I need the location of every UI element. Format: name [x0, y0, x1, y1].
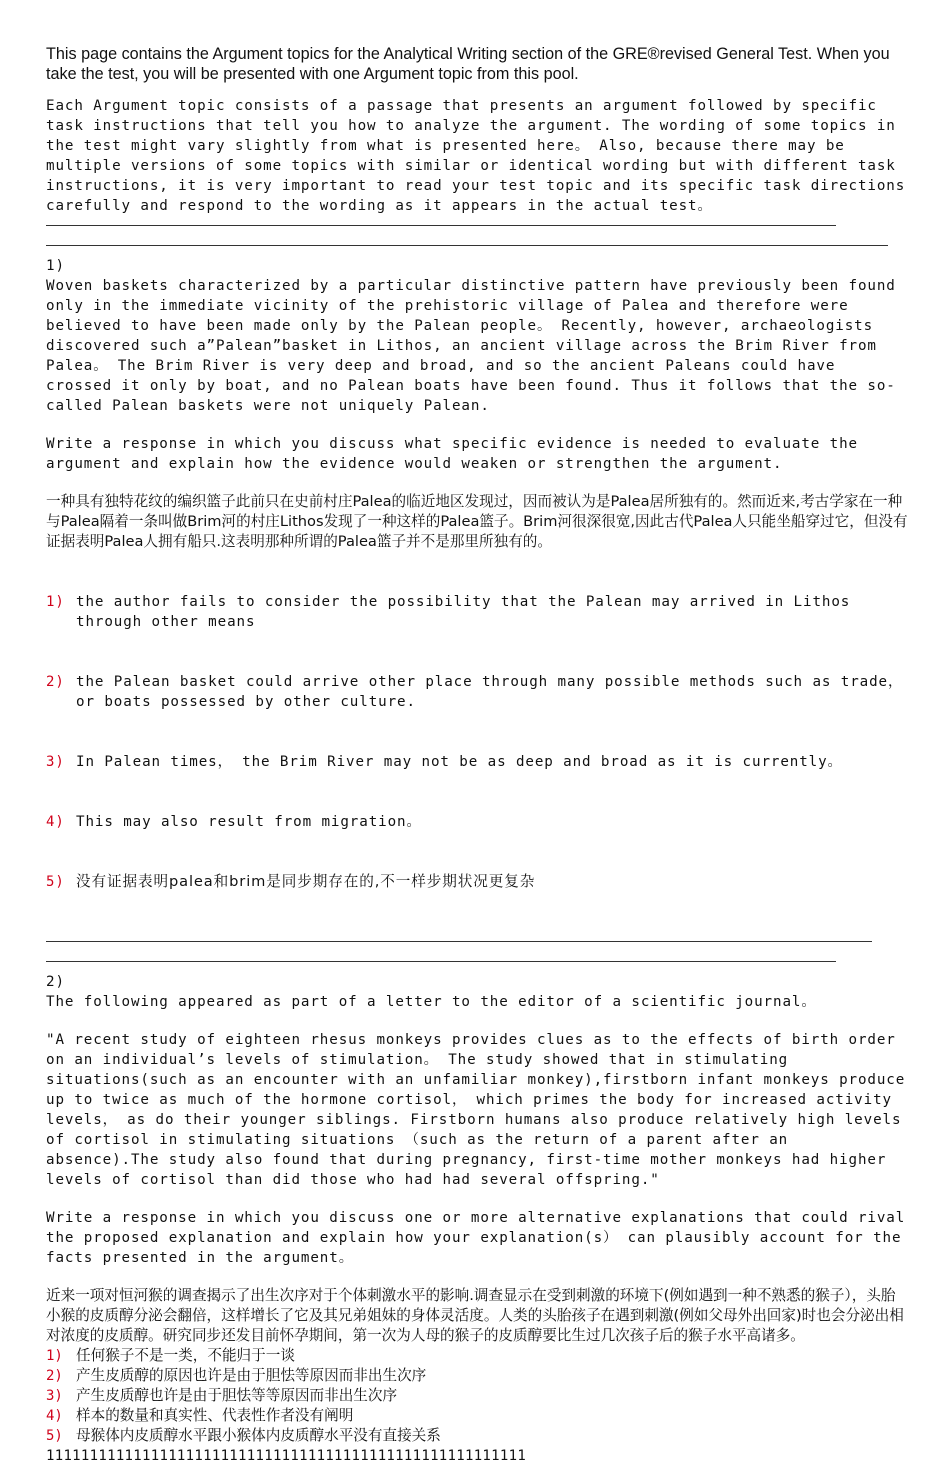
topic-number: 1) [46, 258, 65, 274]
document-page [46, 44, 915, 1466]
notes-list [46, 552, 913, 932]
topic-instruction: Write a response in which you discuss one or more alternative explanations that could rival the proposed explanation and explain how your explanation(s） can plausibly account for the facts presented in the argument。 [46, 1210, 915, 1266]
topic-translation: 近来一项对恒河猴的调查揭示了出生次序对于个体刺激水平的影响.调查显示在受到刺激的环境下(例如遇到一种不熟悉的猴子），头胎小猴的皮质醇分泌会翻倍，这样增长了它及其兄弟姐妹的身体灵活度。人类的头胎孩子在遇到刺激(例如父母外出回家)时也会分泌出相对浓度的皮质醇。研究同步还发目前怀孕期间，第一次为人母的猴子的皮质醇要比生过几次孩子后的猴子水平高诸多。 [46, 1287, 904, 1344]
note-number: 1) [46, 594, 65, 610]
note-text: In Palean times， the Brim River may not be as deep and broad as it is currently。 [76, 754, 843, 770]
note-text: 任何猴子不是一类，不能归于一谈 [76, 1347, 295, 1364]
note-item [46, 1406, 908, 1426]
topic-2 [46, 972, 915, 1466]
note-text: 母猴体内皮质醇水平跟小猴体内皮质醇水平没有直接关系 [76, 1427, 441, 1444]
separator-line [46, 236, 908, 256]
separator-line [46, 952, 908, 972]
topic-instruction: Write a response in which you discuss what specific evidence is needed to evaluate the argument and explain how the evidence would weaken or strengthen the argument. [46, 436, 868, 472]
note-number: 2) [46, 674, 65, 690]
notes-list [46, 1346, 908, 1446]
note-text: This may also result from migration。 [76, 814, 422, 830]
note-number: 5) [46, 874, 65, 890]
intro-paragraph: This page contains the Argument topics for the Analytical Writing section of the GRE®revised General Test. When you take the test, you will be presented with one Argument topic from this pool. [46, 45, 890, 83]
note-text: 产生皮质醇也许是由于胆怯等等原因而非出生次序 [76, 1387, 398, 1404]
topic-lead: The following appeared as part of a letter to the editor of a scientific journal。 [46, 994, 817, 1010]
note-text: the author fails to consider the possibility that the Palean may arrived in Lithos through other means [76, 594, 860, 630]
note-item [46, 1386, 908, 1406]
note-item [46, 672, 913, 712]
note-number: 5) [46, 1428, 63, 1444]
note-number: 4) [46, 814, 65, 830]
separator-line [46, 932, 908, 952]
note-number: 3) [46, 754, 65, 770]
note-text: 产生皮质醇的原因也许是由于胆怯等原因而非出生次序 [76, 1367, 427, 1384]
note-item [46, 1366, 908, 1386]
topic-passage: "A recent study of eighteen rhesus monkeys provides clues as to the effects of birth order on an individual’s levels of stimulation。 The study showed that in stimulating situations(such as an encounter with an unfamiliar monkey),firstborn infant monkeys produce up to twice as much of the hormone cortisol， which primes the body for increased activity levels， as do their younger siblings. Firstborn humans also produce relatively high levels of cortisol in stimulating situations （such as the return of a parent after an absence).The study also found that during pregnancy, first-time mother monkeys had higher levels of cortisol than did those who had had several offspring." [46, 1032, 915, 1188]
topic-passage: Woven baskets characterized by a particular distinctive pattern have previously been found only in the immediate vicinity of the prehistoric village of Palea and therefore were believed to have been made only by the Palean people。 Recently, however, archaeologists discovered such a”Palean”basket in Lithos, an ancient village across the Brim River from Palea。 The Brim River is very deep and broad, and so the ancient Paleans could have crossed it only by boat, and no Palean boats have been found. Thus it follows that the so-called Palean baskets were not uniquely Palean. [46, 278, 906, 414]
topic-1 [46, 256, 913, 932]
note-number: 4) [46, 1408, 63, 1424]
note-number: 2) [46, 1368, 63, 1384]
topic-number: 2) [46, 974, 65, 990]
note-item [46, 1346, 908, 1366]
note-text: 样本的数量和真实性、代表性作者没有阐明 [76, 1407, 354, 1424]
note-text: the Palean basket could arrive other place through many possible methods such as trade， or boats possessed by other culture. [76, 674, 913, 710]
note-item [46, 752, 908, 772]
note-number: 3) [46, 1388, 63, 1404]
description-paragraph: Each Argument topic consists of a passage that presents an argument followed by specific task instructions that tell you how to analyze the argument. The wording of some topics in the test might vary slightly from what is presented here。 Also, because there may be multiple versions of some topics with similar or identical wording but with different task instructions, it is very important to read your test topic and its specific task directions carefully and respond to the wording as it appears in the actual test。 [46, 98, 915, 214]
note-item [46, 872, 908, 892]
note-item [46, 592, 908, 632]
topic-translation: 一种具有独特花纹的编织篮子此前只在史前村庄Palea的临近地区发现过，因而被认为是Palea居所独有的。然而近来,考古学家在一种与Palea隔着一条叫做Brim河的村庄Lithos发现了一种这样的Palea篮子。Brim河很深很宽,因此古代Palea人只能坐船穿过它，但没有证据表明Palea人拥有船只.这表明那种所谓的Palea篮子并不是那里所独有的。 [46, 493, 908, 550]
footer-digits: 1111111111111111111111111111111111111111111111111111111 [46, 1448, 527, 1464]
note-number: 1) [46, 1348, 63, 1364]
separator-line [46, 216, 908, 236]
note-item [46, 1426, 908, 1446]
note-item [46, 812, 908, 832]
note-text: 没有证据表明palea和brim是同步期存在的,不一样步期状况更复杂 [76, 873, 536, 890]
